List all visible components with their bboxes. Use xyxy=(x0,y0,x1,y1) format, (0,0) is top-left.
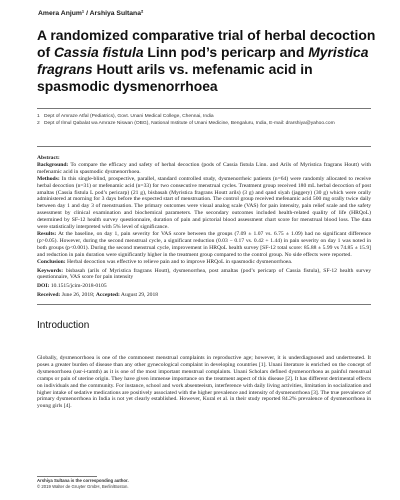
page-footer xyxy=(37,478,371,490)
abstract-results xyxy=(37,231,371,259)
title-part: Houtt arils vs. mefenamic acid in spasmodic dysmenorrhoea xyxy=(37,61,313,94)
accepted-label: Accepted: xyxy=(95,292,120,299)
background-text: To compare the efficacy and safety of herbal decoction (pods of Cassia fistula Linn. and Arils of Myristica fragrans Houtt) with mefenamic acid in spasmodic dysmenorrhoea. xyxy=(37,161,371,175)
received-date: June 26, 2018; xyxy=(60,292,96,299)
affiliation-number: 2 xyxy=(37,121,40,127)
conclusion-text: Herbal decoction was effective to relieve pain and to improve HRQoL in spasmodic dysmenorrhoea. xyxy=(65,258,293,265)
introduction-heading: Introduction xyxy=(37,320,90,331)
introduction-text: Globally, dysmenorrhoea is one of the commonest menstrual complaints in reproductive age; however, it is underdiagnosed and undertreated. It poses a greater burden of disease than any other gynecological complaint in developing countries [1]. Unani literature is enriched on the concept of dysmenorrhoea (usr-i-tamth) as it is one of the most important menstrual complaints. Unani Scholars defined dysmenorrhoea as painful menstrual cramps or pain of uterine origin. They have given immense importance on the treatment aspect of this disease [2]. It has different detrimental effects on individuals and the community. For instance, school and work absenteeism, interference with daily living activities, limitation in socialization and higher intake of sedative medications are positively associated with the higher prevalence and intensity of dysmenorrhoea [3]. The true prevalence of primary dysmenorrhoea in India is not yet clearly established. However, Kural et al. in their study reported 84.2% prevalence of dysmenorrhoea in young girls [4]. xyxy=(37,355,371,410)
affiliation-divider xyxy=(37,146,371,147)
conclusion-label: Conclusion: xyxy=(37,258,66,265)
title-divider xyxy=(37,108,371,109)
methods-label: Methods: xyxy=(37,175,60,182)
affiliation-1 xyxy=(37,113,371,120)
affiliations xyxy=(37,113,371,127)
copyright-line: © 2019 Walter de Gruyter GmbH, Berlin/Boston. xyxy=(37,484,129,489)
title-part: Linn pod’s pericarp and xyxy=(143,44,309,60)
background-label: Background: xyxy=(37,161,69,168)
abstract-background xyxy=(37,162,371,176)
doi-link[interactable]: 10.1515/jcim-2018-0105 xyxy=(49,283,107,290)
abstract-doi xyxy=(37,283,371,290)
received-label: Received: xyxy=(37,292,61,299)
corresponding-author-note: Arshiya Sultana is the corresponding author. xyxy=(37,478,129,483)
accepted-date: August 29, 2018 xyxy=(119,292,159,299)
affiliation-text: Dept of Amraze Atfal (Pediatrics), Govt. Unani Medical College, Chennai, India xyxy=(44,114,214,119)
title-species-cassia: Cassia fistula xyxy=(53,44,144,60)
keywords-text: bisbasah (arils of Myristica fragrans Houtt), dysmenorrhea, post amaltas (pod’s pericarp of Cassia fistula), SF-12 health survey questionnaire, VAS score for pain intensity xyxy=(37,267,371,281)
article-title xyxy=(37,27,377,95)
abstract-dates xyxy=(37,292,371,299)
keywords-label: Keywords: xyxy=(37,267,64,274)
results-label: Results: xyxy=(37,230,57,237)
title-species-myristica: Myristica fragrans xyxy=(37,44,369,77)
abstract-keywords xyxy=(37,268,371,282)
abstract-divider xyxy=(37,304,371,305)
methods-text: In this single-blind, prospective, parallel, standard controlled study, dysmenorrheic patients (n=64) were randomly allocated to receive herbal decoction (n=31) or mefenamic acid (n=33) for two consecutive menstrual cycles. Treatment group received 180 mL herbal decoction of post amaltas (Cassia fistula L pod’s pericarp) (21 g), bisbasah (Myristica fragrans Houtt arils) (3 g) and qand siyah (jaggery) (30 g) which were orally administered at morning for 3 days before the expected start of menstruation. The control group received mefenamic acid 500 mg orally twice daily between day 1 and day 3 of menstruation. The primary outcomes were visual analog scale (VAS) for pain intensity, pain relief scale and the safety assessment by clinical examination and biochemical parameters. The secondary outcomes included health-related quality of life (HRQoL) determined by SF-12 health survey questionnaire, duration of pain and pictorial blood assessment chart score for menstrual blood loss. The data were statistically interpreted with 5% level of significance. xyxy=(37,175,371,231)
abstract-methods xyxy=(37,176,371,231)
title-part: A randomized comparative trial of herbal decoction of xyxy=(37,27,376,60)
footnote-rule xyxy=(37,476,97,477)
abstract-heading: Abstract: xyxy=(37,155,60,161)
abstract xyxy=(37,155,371,299)
abstract-conclusion xyxy=(37,259,371,266)
affiliation-text: Dept of Ilmul Qabalat wa Amraze Niswan (OBG), National Institute of Unani Medicine, Bengaluru, India, E-mail: drarshiya@yahoo.com xyxy=(44,121,335,127)
affiliation-2 xyxy=(37,120,371,127)
author-line: Amera Anjum¹ / Arshiya Sultana² xyxy=(38,10,144,17)
affiliation-number: 1 xyxy=(37,114,40,119)
doi-label: DOI: xyxy=(37,283,50,290)
results-text: At the baseline, on day 1, pain severity for VAS score between the groups (7.09 ± 1.07 vs. 6.75 ± 1.09) had no significant difference (p>0.05). However, during the second menstrual cycle, a significant reduction (0.03 − 0.17 vs. 0.42 + 1.44) in pain severity on day 1 was noted in both groups (p<0.001). During the second menstrual cycle, improvement in HRQoL health survey [SF-12 total score: 85.88 ± 5.99 vs 74.85 ± 15.9] and reduction in pain duration were significantly higher in the treatment group compared to the control group. No side effects were reported. xyxy=(37,230,371,258)
